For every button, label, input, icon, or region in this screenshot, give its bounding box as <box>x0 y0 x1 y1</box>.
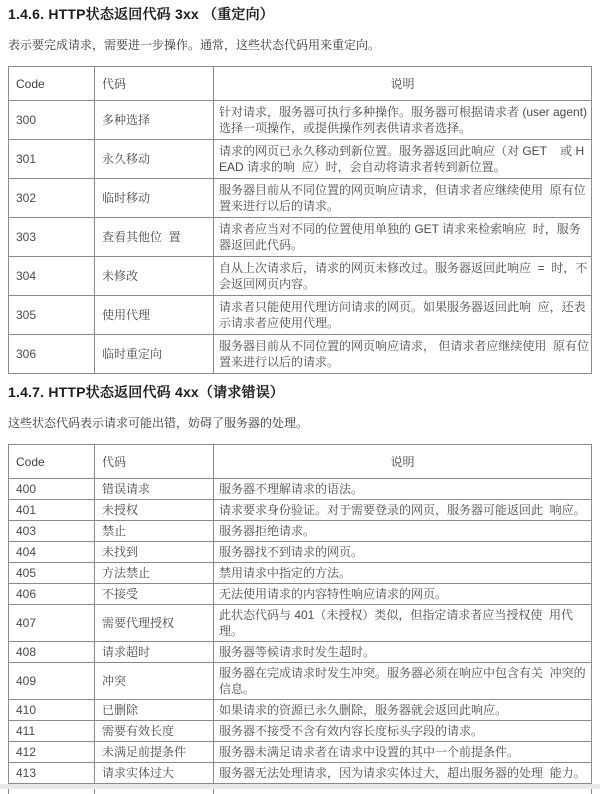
name-cell: 需要有效长度 <box>95 721 214 742</box>
name-cell: 永久移动 <box>95 140 214 179</box>
col-header-desc: 说明 <box>214 445 592 479</box>
code-cell: 302 <box>9 179 95 218</box>
desc-cell: 服务器找不到请求的网页。 <box>214 542 592 563</box>
code-cell: 401 <box>9 500 95 521</box>
table-row <box>9 542 592 563</box>
status-table-3xx <box>8 66 592 374</box>
col-header-name: 代码 <box>95 445 214 479</box>
table-row <box>9 700 592 721</box>
name-cell: 使用代理 <box>95 296 214 335</box>
desc-cell: 自从上次请求后，请求的网页未修改过。服务器返回此响应 = 时，不会返回网页内容。 <box>214 257 592 296</box>
desc-cell: 请求者只能使用代理访问请求的网页。如果服务器返回此响 应，还表示请求者应使用代理。 <box>214 296 592 335</box>
table-row <box>9 479 592 500</box>
desc-cell: 如果请求的资源已永久删除，服务器就会返回此响应。 <box>214 700 592 721</box>
code-cell: 412 <box>9 742 95 763</box>
name-cell: 临时移动 <box>95 179 214 218</box>
name-cell: 查看其他位 置 <box>95 218 214 257</box>
desc-cell: 请求者应当对不同的位置使用单独的 GET 请求来检索响应 时，服务器返回此代码。 <box>214 218 592 257</box>
table-row <box>9 335 592 374</box>
code-cell: 404 <box>9 542 95 563</box>
code-cell: 410 <box>9 700 95 721</box>
desc-cell: 服务器目前从不同位置的网页响应请求， 但请求者应继续使用 原有位置来进行以后的请求。 <box>214 335 592 374</box>
table-row <box>9 584 592 605</box>
name-cell: 临时重定向 <box>95 335 214 374</box>
code-cell: 303 <box>9 218 95 257</box>
code-cell: 413 <box>9 763 95 784</box>
table-row <box>9 218 592 257</box>
section-4xx-client-error <box>8 384 592 794</box>
desc-cell: 服务器不理解请求的语法。 <box>214 479 592 500</box>
name-cell: 不接受 <box>95 584 214 605</box>
table-row <box>9 663 592 700</box>
table-row <box>9 642 592 663</box>
name-cell: 请求超时 <box>95 642 214 663</box>
name-cell: 冲突 <box>95 663 214 700</box>
desc-cell: 此状态代码与 401（未授权）类似，但指定请求者应当授权使 用代理。 <box>214 605 592 642</box>
table-row <box>9 563 592 584</box>
code-cell: 408 <box>9 642 95 663</box>
table-header-row <box>9 67 592 101</box>
desc-cell: 服务器等候请求时发生超时。 <box>214 642 592 663</box>
code-cell: 409 <box>9 663 95 700</box>
col-header-code: Code <box>9 67 95 101</box>
name-cell: 错误请求 <box>95 479 214 500</box>
name-cell: 已删除 <box>95 700 214 721</box>
code-cell: 405 <box>9 563 95 584</box>
section-intro-3xx: 表示要完成请求，需要进一步操作。通常，这些状态代码用来重定向。 <box>8 38 592 53</box>
code-cell: 407 <box>9 605 95 642</box>
code-cell: 306 <box>9 335 95 374</box>
desc-cell: 服务器未满足请求者在请求中设置的其中一个前提条件。 <box>214 742 592 763</box>
desc-cell: 服务器在完成请求时发生冲突。服务器必须在响应中包含有关 冲突的信息。 <box>214 663 592 700</box>
name-cell: 禁止 <box>95 521 214 542</box>
desc-cell: 服务器无法处理请求，因为请求实体过大，超出服务器的处理 能力。 <box>214 763 592 784</box>
code-cell: 411 <box>9 721 95 742</box>
table-header-row <box>9 445 592 479</box>
code-cell: 400 <box>9 479 95 500</box>
desc-cell: 服务器目前从不同位置的网页响应请求，但请求者应继续使用 原有位置来进行以后的请求。 <box>214 179 592 218</box>
name-cell: 未找到 <box>95 542 214 563</box>
table-row <box>9 742 592 763</box>
code-cell: 305 <box>9 296 95 335</box>
code-cell: 301 <box>9 140 95 179</box>
name-cell: 未授权 <box>95 500 214 521</box>
table-row <box>9 140 592 179</box>
desc-cell: 禁用请求中指定的方法。 <box>214 563 592 584</box>
name-cell: 未修改 <box>95 257 214 296</box>
section-intro-4xx: 这些状态代码表示请求可能出错，妨碍了服务器的处理。 <box>8 416 592 431</box>
code-cell: 406 <box>9 584 95 605</box>
section-heading-4xx: 1.4.7. HTTP状态返回代码 4xx（请求错误） <box>8 384 592 400</box>
name-cell: 多种选择 <box>95 101 214 140</box>
page-bottom-strip <box>0 784 600 789</box>
table-row <box>9 605 592 642</box>
table-row <box>9 721 592 742</box>
col-header-name: 代码 <box>95 67 214 101</box>
table-row <box>9 257 592 296</box>
status-table-4xx <box>8 444 592 794</box>
desc-cell: 无法使用请求的内容特性响应请求的网页。 <box>214 584 592 605</box>
name-cell: 未满足前提条件 <box>95 742 214 763</box>
col-header-desc: 说明 <box>214 67 592 101</box>
table-row <box>9 763 592 784</box>
table-row <box>9 521 592 542</box>
desc-cell: 服务器拒绝请求。 <box>214 521 592 542</box>
code-cell: 300 <box>9 101 95 140</box>
name-cell: 请求实体过大 <box>95 763 214 784</box>
name-cell: 需要代理授权 <box>95 605 214 642</box>
code-cell: 403 <box>9 521 95 542</box>
table-row <box>9 296 592 335</box>
name-cell: 方法禁止 <box>95 563 214 584</box>
col-header-code: Code <box>9 445 95 479</box>
desc-cell: 请求要求身份验证。对于需要登录的网页，服务器可能返回此 响应。 <box>214 500 592 521</box>
table-row <box>9 500 592 521</box>
section-3xx-redirect <box>8 6 592 374</box>
desc-cell: 请求的网页已永久移动到新位置。服务器返回此响应（对 GET 或 HEAD 请求的响 应）时，会自动将请求者转到新位置。 <box>214 140 592 179</box>
desc-cell: 服务器不接受不含有效内容长度标头字段的请求。 <box>214 721 592 742</box>
table-row <box>9 101 592 140</box>
section-heading-3xx: 1.4.6. HTTP状态返回代码 3xx （重定向） <box>8 6 592 22</box>
code-cell: 304 <box>9 257 95 296</box>
table-row <box>9 179 592 218</box>
desc-cell: 针对请求，服务器可执行多种操作。服务器可根据请求者 (user agent) 选择一项操作，或提供操作列表供请求者选择。 <box>214 101 592 140</box>
